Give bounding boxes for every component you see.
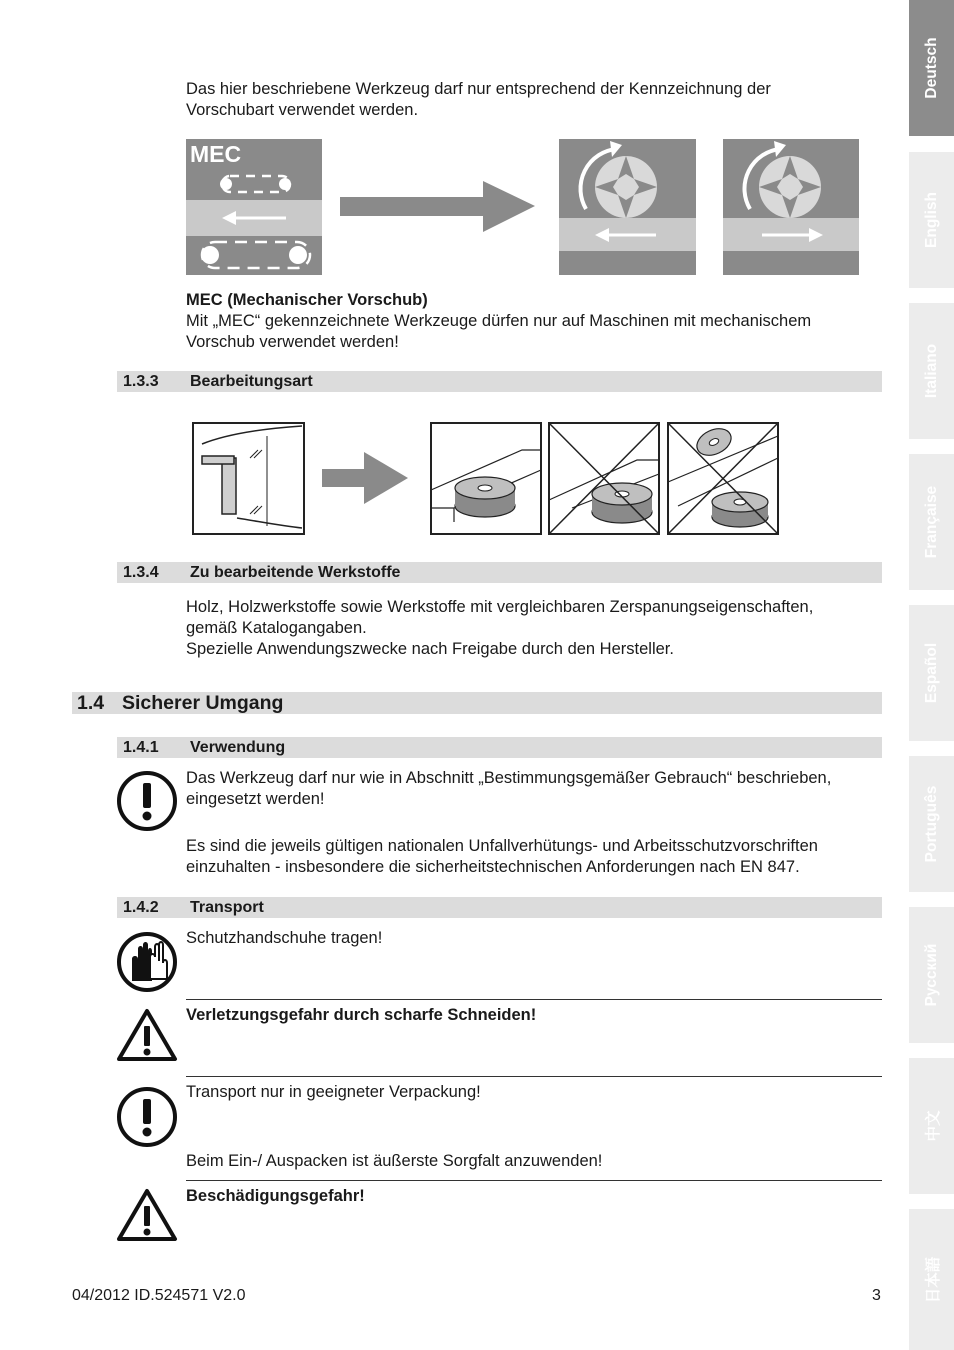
gloves-text: Schutzhandschuhe tragen!: [186, 929, 383, 947]
section-title: Transport: [190, 899, 264, 916]
tab-deutsch[interactable]: [909, 0, 954, 136]
tab-chinese[interactable]: [909, 1058, 954, 1194]
tool-side-view: [193, 423, 304, 534]
footer-doc-id: 04/2012 ID.524571 V2.0: [72, 1287, 246, 1304]
section-title: Bearbeitungsart: [190, 373, 313, 390]
tab-label: English: [922, 192, 940, 248]
damage-warning: Beschädigungsgefahr!: [186, 1187, 365, 1205]
section-number: 1.4.1: [123, 739, 159, 756]
section-number: 1.3.3: [123, 373, 159, 390]
tab-label: 中文: [924, 1110, 942, 1142]
sharp-edges-warning: Verletzungsgefahr durch scharfe Schneiden!: [186, 1006, 537, 1024]
usage-paragraph-2: [186, 836, 818, 878]
unpacking-text: Beim Ein-/ Auspacken ist äußerste Sorgfalt anzuwenden!: [186, 1152, 603, 1170]
intro-line-2: Vorschubart verwendet werden.: [186, 101, 419, 119]
mandatory-note-icon: [116, 1086, 178, 1148]
forbidden-double-tool-machining: [668, 423, 778, 534]
usage-line-1: Das Werkzeug darf nur wie in Abschnitt „Bestimmungsgemäßer Gebrauch“ beschrieben,: [186, 769, 832, 787]
section-number: 1.4: [77, 692, 105, 714]
mec-note-line-1: Mit „MEC“ gekennzeichnete Werkzeuge dürfen nur auf Maschinen mit mechanischem: [186, 312, 812, 330]
tab-label: Deutsch: [922, 37, 940, 99]
machining-type-figure: [192, 422, 780, 536]
warning-triangle-icon: [116, 1008, 178, 1062]
mec-label: MEC: [190, 141, 242, 167]
tab-english[interactable]: [909, 152, 954, 288]
section-title: Zu bearbeitende Werkstoffe: [190, 564, 401, 581]
materials-line-3: Spezielle Anwendungszwecke nach Freigabe durch den Hersteller.: [186, 640, 674, 658]
tab-label: Español: [922, 642, 940, 704]
section-heading-1-3-3: [117, 371, 882, 392]
section-title: Verwendung: [190, 739, 286, 756]
packaging-text: Transport nur in geeigneter Verpackung!: [186, 1083, 481, 1101]
tab-espanol[interactable]: [909, 605, 954, 741]
materials-line-1: Holz, Holzwerkstoffe sowie Werkstoffe mit vergleichbaren Zerspanungseigenschaften,: [186, 598, 814, 616]
arrow-right-icon: [340, 181, 535, 232]
section-number: 1.3.4: [123, 564, 159, 581]
mandatory-note-icon: [116, 770, 178, 832]
tab-label: Française: [922, 485, 940, 559]
tab-label: Русский: [922, 943, 940, 1007]
page-number: 3: [872, 1287, 881, 1304]
section-heading-1-4-1: [117, 737, 882, 758]
section-heading-1-4-2: [117, 897, 882, 918]
usage-line-3: Es sind die jeweils gültigen nationalen Unfallverhütungs- und Arbeitsschutzvorschriften: [186, 837, 818, 855]
mec-note: [186, 290, 811, 353]
tab-label: Português: [922, 785, 940, 863]
tab-label: Italiano: [922, 343, 940, 399]
gloves-icon: [116, 931, 178, 993]
section-number: 1.4.2: [123, 899, 159, 916]
tab-russian[interactable]: [909, 907, 954, 1043]
tab-italiano[interactable]: [909, 303, 954, 439]
intro-line-1: Das hier beschriebene Werkzeug darf nur entsprechend der Kennzeichnung der: [186, 80, 771, 98]
tab-portugues[interactable]: [909, 756, 954, 892]
usage-line-4: einzuhalten - insbesondere die sicherheitstechnischen Anforderungen nach EN 847.: [186, 858, 800, 876]
section-title: Sicherer Umgang: [122, 692, 284, 714]
section-heading-1-3-4: [117, 562, 882, 583]
warning-triangle-icon: [116, 1188, 178, 1242]
divider: [186, 999, 882, 1000]
tool-rotation-left-feed: [559, 139, 696, 275]
tab-francaise[interactable]: [909, 454, 954, 590]
mec-note-title: MEC (Mechanischer Vorschub): [186, 291, 428, 309]
arrow-right-icon: [322, 452, 408, 504]
materials-line-2: gemäß Katalogangaben.: [186, 619, 367, 637]
intro-paragraph: [186, 79, 771, 121]
mec-symbol: [186, 139, 322, 275]
section-heading-1-4: [72, 692, 882, 714]
allowed-edge-machining: [431, 423, 541, 534]
mec-note-line-2: Vorschub verwendet werden!: [186, 333, 399, 351]
materials-paragraph: [186, 597, 813, 660]
divider: [186, 1180, 882, 1181]
tab-label: 日本語: [924, 1256, 942, 1303]
divider: [186, 1076, 882, 1077]
forbidden-groove-machining: [549, 423, 659, 534]
tab-japanese[interactable]: [909, 1209, 954, 1350]
mec-feed-figure: [186, 139, 859, 276]
usage-line-2: eingesetzt werden!: [186, 790, 325, 808]
tool-rotation-right-feed: [723, 139, 859, 275]
usage-paragraph-1: [186, 768, 831, 810]
